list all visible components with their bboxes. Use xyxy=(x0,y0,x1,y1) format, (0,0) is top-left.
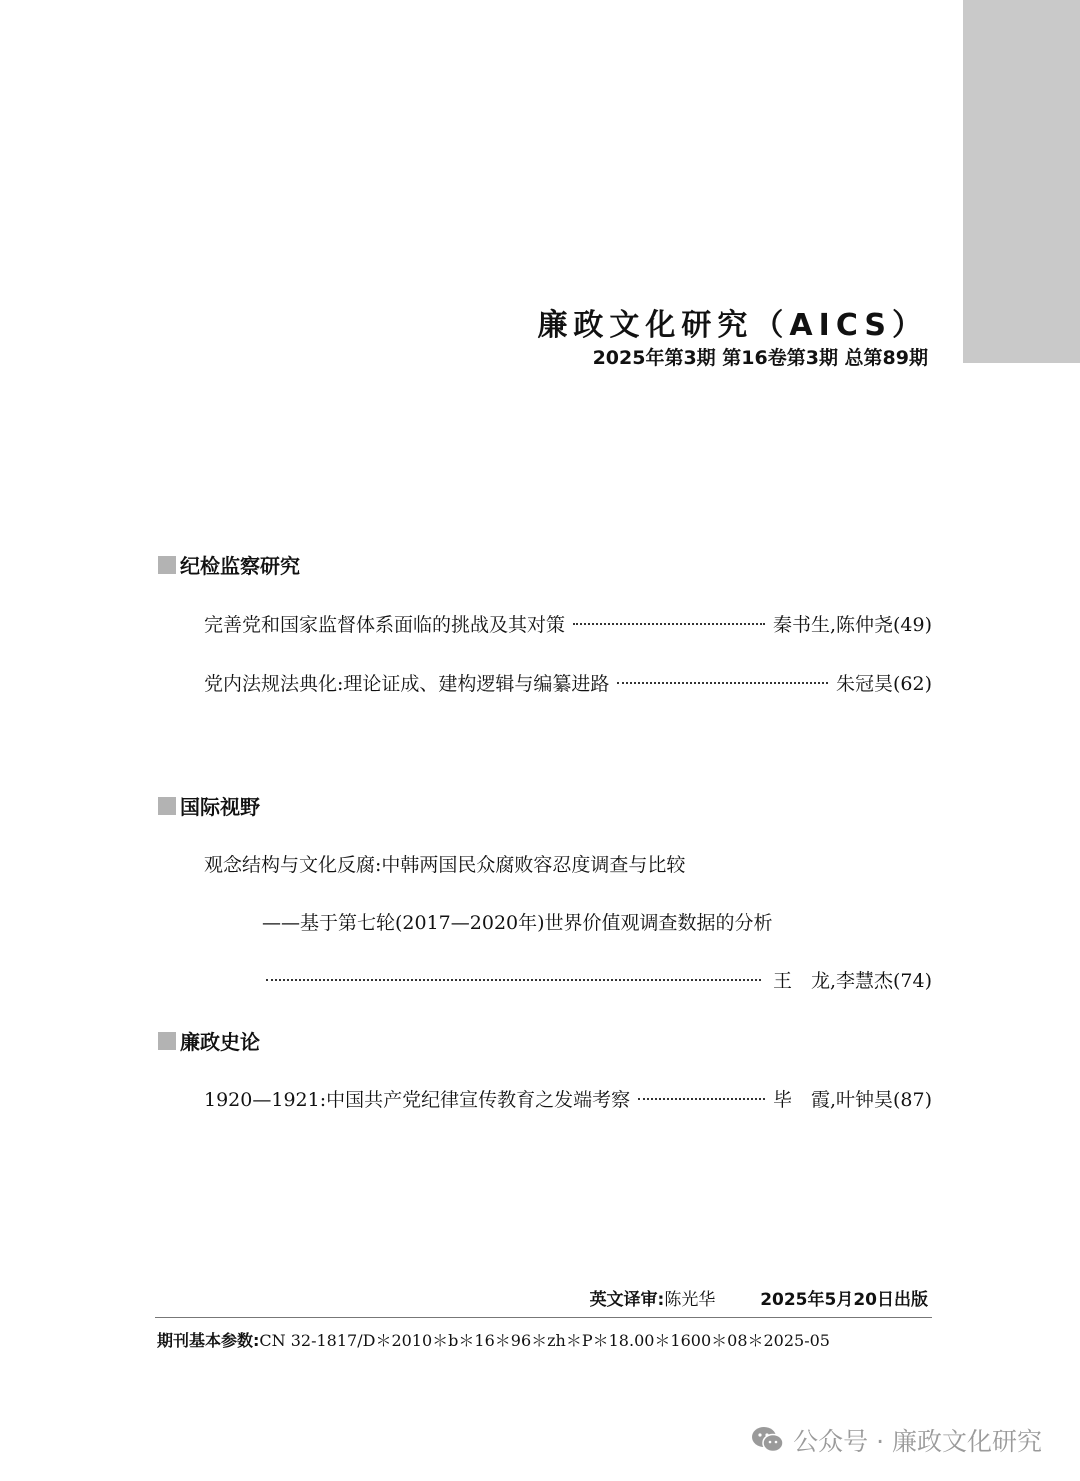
toc-entry[interactable] xyxy=(204,610,932,637)
watermark-text: 公众号 · 廉政文化研究 xyxy=(793,1427,1042,1456)
toc-author-line xyxy=(266,966,932,993)
toc-leader-dots xyxy=(617,682,828,684)
toc-leader-dots xyxy=(573,623,765,625)
toc-entry[interactable] xyxy=(204,850,932,877)
toc-author: 毕 霞,叶钟昊(87) xyxy=(772,1089,932,1111)
toc-author: 秦书生,陈仲尧(49) xyxy=(772,614,932,636)
toc-subtitle: ——基于第七轮(2017—2020年)世界价值观调查数据的分析 xyxy=(262,912,773,934)
footer-divider xyxy=(155,1317,932,1318)
toc-title: 1920—1921:中国共产党纪律宣传教育之发端考察 xyxy=(204,1089,631,1111)
section-heading-2 xyxy=(158,791,260,820)
toc-title: 党内法规法典化:理论证成、建构逻辑与编纂进路 xyxy=(204,673,610,695)
section-heading-3 xyxy=(158,1026,260,1055)
toc-leader-dots xyxy=(638,1098,765,1100)
editor-name: 陈光华 xyxy=(664,1290,716,1310)
side-tab-block xyxy=(963,0,1080,363)
params-value: CN 32-1817/D＊2010＊b＊16＊96＊zh＊P＊18.00＊1600＊08＊2025-05 xyxy=(259,1331,830,1350)
journal-title: 廉政文化研究（AICS） xyxy=(537,308,928,343)
toc-title: 观念结构与文化反腐:中韩两国民众腐败容忍度调查与比较 xyxy=(204,854,686,876)
section-heading-text: 纪检监察研究 xyxy=(180,554,300,578)
section-heading-text: 国际视野 xyxy=(180,795,260,819)
section-square-icon xyxy=(158,556,176,574)
footer-editor-line xyxy=(590,1285,928,1310)
section-square-icon xyxy=(158,797,176,815)
params-label: 期刊基本参数: xyxy=(157,1331,260,1350)
issue-line: 2025年第3期 第16卷第3期 总第89期 xyxy=(592,347,928,369)
section-heading-text: 廉政史论 xyxy=(180,1030,260,1054)
toc-entry[interactable] xyxy=(204,669,932,696)
toc-author: 朱冠昊(62) xyxy=(835,673,932,695)
section-heading-1 xyxy=(158,550,300,579)
section-square-icon xyxy=(158,1032,176,1050)
toc-title: 完善党和国家监督体系面临的挑战及其对策 xyxy=(204,614,566,636)
wechat-icon xyxy=(751,1426,785,1454)
toc-leader-dots xyxy=(266,979,761,981)
footer-params-line xyxy=(157,1328,830,1351)
watermark xyxy=(751,1422,1042,1458)
toc-author: 王 龙,李慧杰(74) xyxy=(772,970,932,992)
publish-date: 2025年5月20日出版 xyxy=(760,1290,928,1310)
toc-entry[interactable] xyxy=(204,1085,932,1112)
editor-label: 英文译审: xyxy=(589,1290,665,1310)
